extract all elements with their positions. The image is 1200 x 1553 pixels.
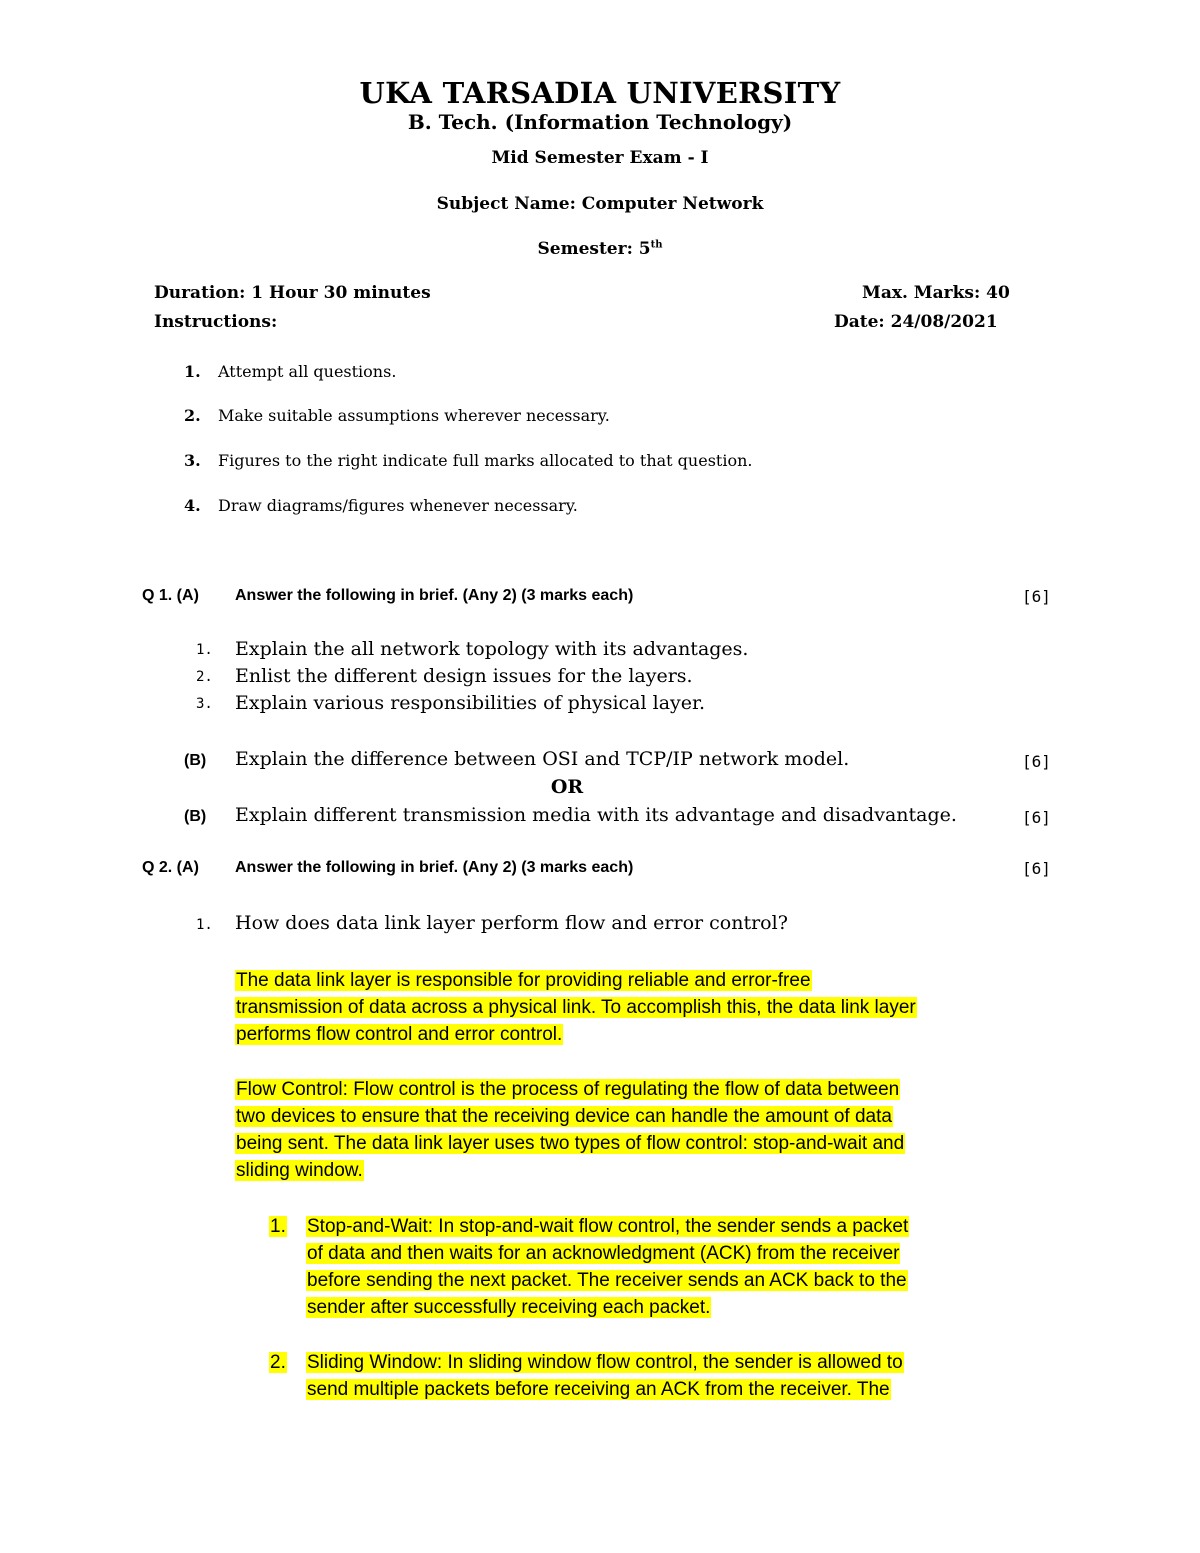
q1-item-number: 2. [196, 669, 213, 685]
answer-line: send multiple packets before receiving an ACK from the receiver. The [307, 1379, 890, 1400]
q2-label: Q 2. (A) [142, 859, 199, 876]
semester [0, 239, 1200, 259]
answer-line: two devices to ensure that the receiving device can handle the amount of data [236, 1106, 892, 1127]
q1-b-alt-marks: [6] [1022, 808, 1051, 827]
answer-list-number: 1. [270, 1216, 286, 1237]
max-marks: Max. Marks: 40 [862, 283, 1010, 303]
q1-item-number: 3. [196, 696, 213, 712]
instructions-label: Instructions: [154, 312, 278, 332]
q1-b-text: Explain the difference between OSI and TCP/IP network model. [235, 748, 850, 770]
q1-marks: [6] [1022, 587, 1051, 606]
instruction-number: 4. [184, 496, 201, 515]
answer-line: before sending the next packet. The receiver sends an ACK back to the [307, 1270, 907, 1291]
instruction-text: Make suitable assumptions wherever necessary. [218, 406, 610, 425]
or-divider: OR [550, 776, 584, 798]
q1-b-marks: [6] [1022, 752, 1051, 771]
instruction-number: 2. [184, 406, 201, 425]
q1-item-text: Explain various responsibilities of physical layer. [235, 692, 706, 714]
subject-name: Subject Name: Computer Network [436, 194, 764, 214]
answer-line: sender after successfully receiving each packet. [307, 1297, 711, 1318]
semester-superscript: th [650, 239, 663, 251]
instruction-text: Attempt all questions. [218, 362, 397, 381]
answer-line: transmission of data across a physical link. To accomplish this, the data link layer [236, 997, 916, 1018]
program-name: B. Tech. (Information Technology) [407, 110, 793, 134]
q1-heading: Answer the following in brief. (Any 2) (3 marks each) [235, 587, 634, 604]
answer-line: performs flow control and error control. [236, 1024, 563, 1045]
answer-line: Stop-and-Wait: In stop-and-wait flow control, the sender sends a packet [307, 1216, 909, 1237]
q1-item-text: Explain the all network topology with its advantages. [235, 638, 749, 660]
instruction-number: 1. [184, 362, 201, 381]
answer-line: sliding window. [236, 1160, 363, 1181]
exam-date: Date: 24/08/2021 [834, 312, 998, 332]
answer-line: being sent. The data link layer uses two types of flow control: stop-and-wait and [236, 1133, 905, 1154]
q2-marks: [6] [1022, 859, 1051, 878]
q2-item-number: 1. [196, 917, 213, 933]
answer-line: of data and then waits for an acknowledgment (ACK) from the receiver [307, 1243, 900, 1264]
semester-text: Semester: 5 [537, 239, 651, 259]
q1-b-label: (B) [184, 752, 207, 769]
instruction-text: Figures to the right indicate full marks allocated to that question. [218, 451, 753, 470]
answer-line: Flow Control: Flow control is the process of regulating the flow of data between [236, 1079, 900, 1100]
q1-label: Q 1. (A) [142, 587, 199, 604]
university-title: UKA TARSADIA UNIVERSITY [359, 76, 841, 110]
duration: Duration: 1 Hour 30 minutes [154, 283, 431, 303]
q1-b-alt-text: Explain different transmission media with its advantage and disadvantage. [235, 804, 957, 826]
instruction-text: Draw diagrams/figures whenever necessary. [218, 496, 578, 515]
answer-paragraph-intro [235, 967, 917, 1048]
q1-item-text: Enlist the different design issues for the layers. [235, 665, 693, 687]
instruction-number: 3. [184, 451, 201, 470]
q1-b-alt-label: (B) [184, 808, 207, 825]
q1-item-number: 1. [196, 642, 213, 658]
answer-list-item-stop-and-wait [306, 1213, 909, 1321]
q2-heading: Answer the following in brief. (Any 2) (3 marks each) [235, 859, 634, 876]
answer-line: Sliding Window: In sliding window flow control, the sender is allowed to [307, 1352, 903, 1373]
answer-line: The data link layer is responsible for providing reliable and error-free [236, 970, 811, 991]
q2-item-text: How does data link layer perform flow and error control? [235, 912, 788, 934]
answer-list-number: 2. [270, 1352, 286, 1373]
answer-paragraph-flow-control [235, 1076, 905, 1184]
answer-list-item-sliding-window [306, 1349, 904, 1403]
exam-name: Mid Semester Exam - I [491, 148, 709, 168]
